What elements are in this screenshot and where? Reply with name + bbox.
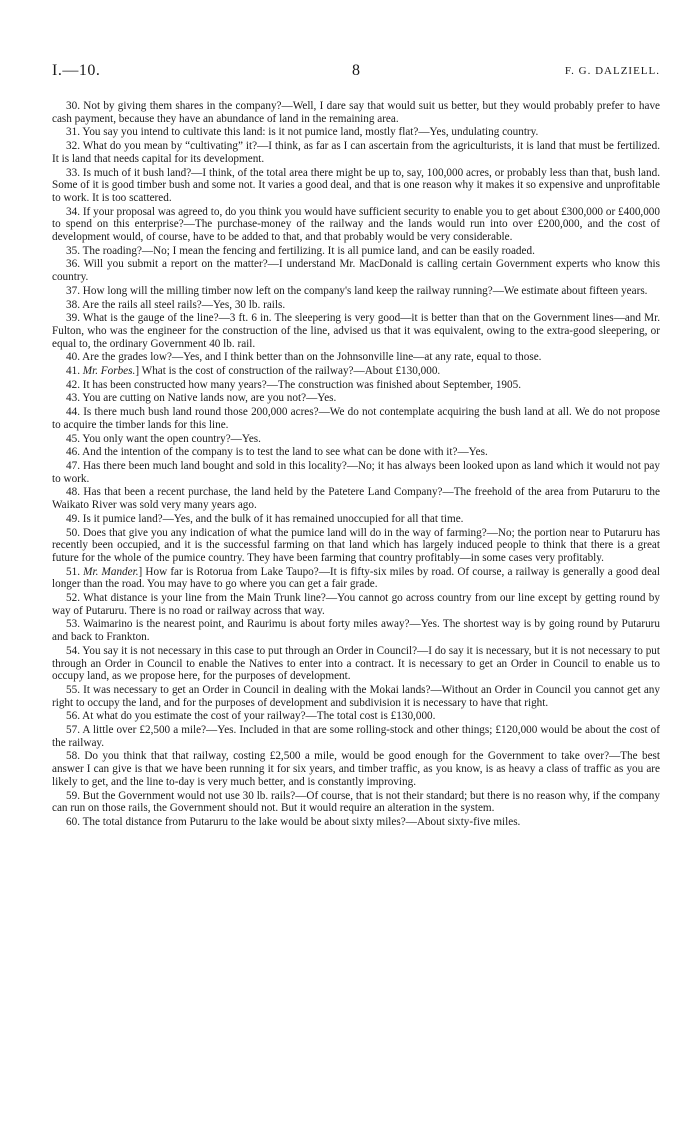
paragraph: 52. What distance is your line from the Main Trunk line?—You cannot go across country from our line except by getting round by way of Putaruru. There is no road or railway across that way. (52, 592, 660, 617)
paragraph: 41. Mr. Forbes.] What is the cost of construction of the railway?—About £130,000. (66, 365, 441, 378)
paragraph: 36. Will you submit a report on the matter?—I understand Mr. MacDonald is calling certain Government experts who know this country. (52, 258, 660, 284)
paragraph: 53. Waimarino is the nearest point, and Raurimu is about forty miles away?—Yes. The shortest way is by going round by Putaruru and back to Frankton. (52, 618, 660, 644)
paragraph: 60. The total distance from Putaruru to the lake would be about sixty miles?—About sixty-five miles. (66, 815, 521, 828)
paragraph: 58. Do you think that that railway, costing £2,500 a mile, would be good enough for the Government to take over?—The best answer I can give is that we have been running it for six years, and timber traffic, as you know, is as heavy a class of traffic as you are likely to get, and the line to-day is very much better, and is constantly improving. (52, 750, 660, 788)
paragraph: 35. The roading?—No; I mean the fencing and fertilizing. It is all pumice land, and can be easily roaded. (66, 244, 535, 257)
document-reference: I.—10. (52, 62, 101, 79)
paragraph: 31. You say you intend to cultivate this land: is it not pumice land, mostly flat?—Yes, undulating country. (66, 126, 539, 139)
paragraph: 56. At what do you estimate the cost of your railway?—The total cost is £130,000. (66, 710, 436, 723)
paragraph: 51. Mr. Mander.] How far is Rotorua from Lake Taupo?—It is fifty-six miles by road. Of course, a railway is generally a good deal longer than the road. You may have to go where you can get a fair grade. (52, 565, 661, 591)
paragraph: 32. What do you mean by “cultivating” it?—I think, as far as I can ascertain from the agriculturists, it is land that must be fertilized. It is land that needs capital for its development. (52, 140, 660, 165)
paragraph: 48. Has that been a recent purchase, the land held by the Patetere Land Company?—The freehold of the area from Putaruru to the Waikato River was sold very many years ago. (52, 486, 660, 512)
paragraph: 45. You only want the open country?—Yes. (66, 432, 261, 445)
page-number: 8 (352, 62, 360, 79)
paragraph: 30. Not by giving them shares in the company?—Well, I dare say that would suit us better, but they would probably prefer to have cash payment, because they have an abundance of land in the remaining area. (52, 100, 660, 125)
witness-name: F. G. DALZIELL. (564, 65, 660, 77)
paragraph: 39. What is the gauge of the line?—3 ft. 6 in. The sleepering is very good—it is better than that on the Government lines—and Mr. Fulton, who was the engineer for the construction of the line, advised us that it was equivalent, owing to the extra-good sleepering, or equal to, the ordinary Government 40 lb. rail. (52, 312, 660, 350)
paragraph: 59. But the Government would not use 30 lb. rails?—Of course, that is not their standard; but there is no reason why, if the company can run on those rails, the Government should not. But it would require an alteration in the system. (52, 789, 660, 815)
paragraph: 50. Does that give you any indication of what the pumice land will do in the way of farming?—No; the portion near to Putaruru has recently been occupied, and it is the successful farming on that land which has largely induced people to think that there is a great future for the whole of the pumice country. They have been farming that country profitably—in some cases very profitably. (52, 526, 660, 564)
page-header (52, 62, 660, 84)
transcript-body (52, 100, 660, 830)
paragraph: 42. It has been constructed how many years?—The construction was finished about September, 1905. (66, 378, 522, 391)
paragraph: 47. Has there been much land bought and sold in this locality?—No; it has always been looked upon as land which it would not pay to work. (52, 459, 660, 485)
paragraph: 33. Is much of it bush land?—I think, of the total area there might be up to, say, 100,000 acres, or probably less than that, bush land. Some of it is good timber bush and some not. It varies a good deal, and that is one reason why it makes it so expensive and unprofitable to work. It is too scattered. (52, 166, 660, 204)
paragraph: 57. A little over £2,500 a mile?—Yes. Included in that are some rolling-stock and other things; £120,000 would be about the cost of the railway. (52, 724, 660, 749)
paragraph: 44. Is there much bush land round those 200,000 acres?—We do not contemplate acquiring the bush land at all. We do not propose to acquire the timber lands for this line. (52, 406, 660, 431)
paragraph: 49. Is it pumice land?—Yes, and the bulk of it has remained unoccupied for all that time. (66, 512, 464, 525)
paragraph: 38. Are the rails all steel rails?—Yes, 30 lb. rails. (66, 298, 286, 311)
paragraph: 34. If your proposal was agreed to, do you think you would have sufficient security to enable you to get about £300,000 or £400,000 to spend on this enterprise?—The purchase-money of the railway and the lands would run into over £200,000, and the cost of development would, of course, have to be added to that, and that probably would be very considerable. (52, 205, 660, 244)
paragraph: 46. And the intention of the company is to test the land to see what can be done with it?—Yes. (66, 446, 488, 459)
paragraph: 54. You say it is not necessary in this case to put through an Order in Council?—I do say it is necessary, but it is not necessary to put through an Order in Council to enable the Natives to enter into a contract. It is necessary to get an Order in Council to enable us to occupy land, as we propose here, for the purposes of development. (52, 644, 660, 683)
paragraph: 43. You are cutting on Native lands now, are you not?—Yes. (66, 392, 337, 405)
speaker-name: Mr. Forbes. (82, 365, 136, 378)
paragraph: 37. How long will the milling timber now left on the company's land keep the railway running?—We estimate about fifteen years. (66, 284, 648, 297)
speaker-name: Mr. Mander. (83, 565, 139, 578)
paragraph: 40. Are the grades low?—Yes, and I think better than on the Johnsonville line—at any rate, equal to those. (66, 351, 542, 364)
paragraph: 55. It was necessary to get an Order in Council in dealing with the Mokai lands?—Without an Order in Council you cannot get any right to occupy the land, and for the purposes of development and subdivision it is necessary to have that right. (52, 683, 660, 709)
